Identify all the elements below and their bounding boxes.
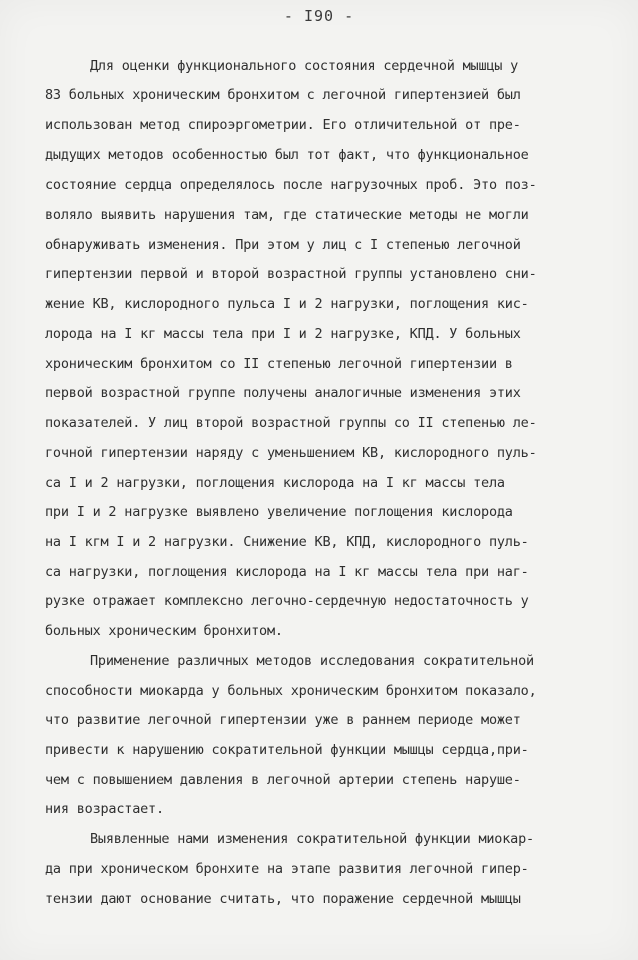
text-line: чем с повышением давления в легочной артерии степень наруше- — [45, 772, 521, 788]
text-line: при I и 2 нагрузке выявлено увеличение поглощения кислорода — [45, 504, 513, 520]
text-line: тензии дают основание считать, что поражение сердечной мышцы — [45, 891, 521, 907]
text-line: показателей. У лиц второй возрастной группы со II степенью ле- — [45, 415, 537, 431]
text-line: дыдущих методов особенностью был тот факт, что функциональное — [45, 147, 529, 163]
text-line: больных хроническим бронхитом. — [45, 623, 283, 639]
text-line: первой возрастной группе получены аналогичные изменения этих — [45, 385, 521, 401]
text-line: рузке отражает комплексно легочно-сердечную недостаточность у — [45, 593, 529, 609]
text-line: способности миокарда у больных хроническим бронхитом показало, — [45, 683, 537, 699]
text-line: обнаруживать изменения. При этом у лиц с I степенью легочной — [45, 237, 521, 253]
text-line: са I и 2 нагрузки, поглощения кислорода на I кг массы тела — [45, 475, 505, 491]
text-line: са нагрузки, поглощения кислорода на I кг массы тела при наг- — [45, 564, 529, 580]
text-line: Для оценки функционального состояния сердечной мышцы у — [90, 58, 519, 74]
text-line: жение КВ, кислородного пульса I и 2 нагрузки, поглощения кис- — [45, 296, 529, 312]
text-line: что развитие легочной гипертензии уже в раннем периоде может — [45, 712, 521, 728]
text-line: состояние сердца определялось после нагрузочных проб. Это поз- — [45, 177, 537, 193]
text-line: гипертензии первой и второй возрастной группы установлено сни- — [45, 266, 537, 282]
text-line: привести к нарушению сократительной функции мышцы сердца,при- — [45, 742, 529, 758]
text-line: ния возрастает. — [45, 801, 164, 817]
text-line: Применение различных методов исследования сократительной — [90, 653, 534, 669]
text-line: использован метод спироэргометрии. Его отличительной от пре- — [45, 117, 521, 133]
text-line: гочной гипертензии наряду с уменьшением КВ, кислородного пуль- — [45, 445, 537, 461]
text-line: хроническим бронхитом со II степенью легочной гипертензии в — [45, 356, 513, 372]
text-line: 83 больных хроническим бронхитом с легочной гипертензией был — [45, 87, 521, 103]
text-line: Выявленные нами изменения сократительной функции миокар- — [90, 831, 534, 847]
text-line: воляло выявить нарушения там, где статические методы не могли — [45, 207, 529, 223]
page-number: - I90 - — [283, 7, 355, 25]
text-line: да при хроническом бронхите на этапе развития легочной гипер- — [45, 861, 529, 877]
text-line: лорода на I кг массы тела при I и 2 нагрузке, КПД. У больных — [45, 326, 521, 342]
text-line: на I кгм I и 2 нагрузки. Снижение КВ, КПД, кислородного пуль- — [45, 534, 529, 550]
